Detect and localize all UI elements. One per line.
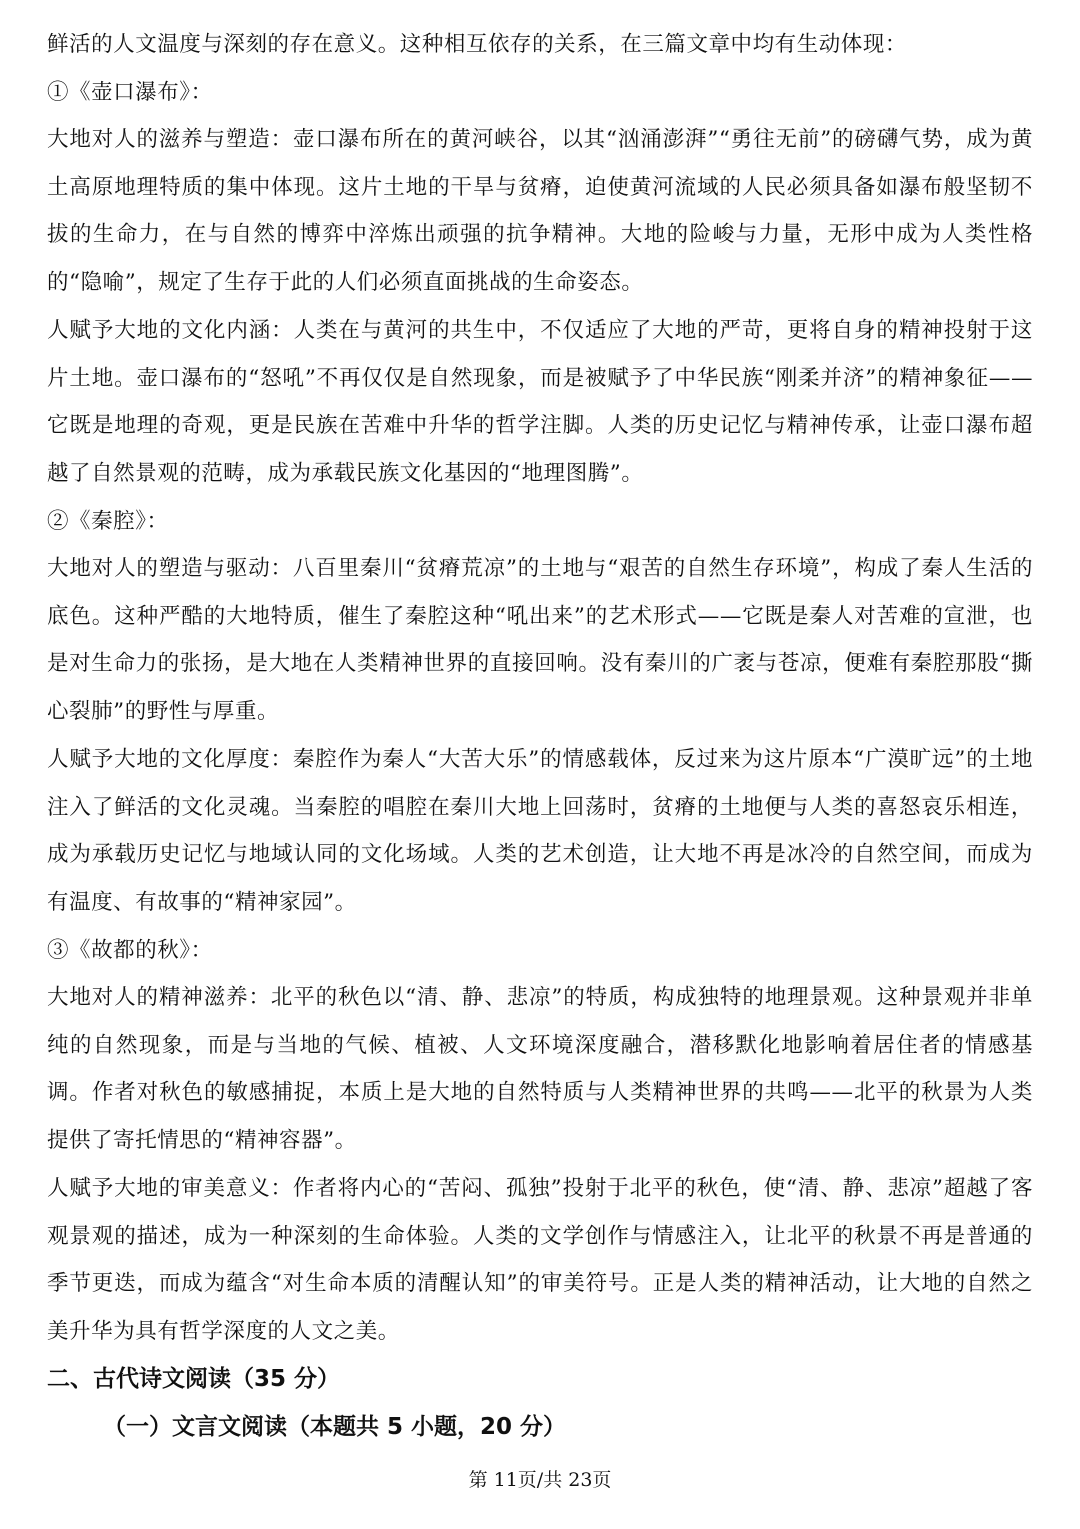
- qinqiang-paragraph-2: 人赋予大地的文化厚度：秦腔作为秦人“大苦大乐”的情感载体，反过来为这片原本“广漠旷远”的土地注入了鲜活的文化灵魂。当秦腔的唱腔在秦川大地上回荡时，贫瘠的土地便与人类的喜怒哀乐相连，成为承载历史记忆与地域认同的文化场域。人类的艺术创造，让大地不再是冰冷的自然空间，而成为有温度、有故事的“精神家园”。: [47, 747, 1033, 916]
- gudu-paragraph-1: 大地对人的精神滋养：北平的秋色以“清、静、悲凉”的特质，构成独特的地理景观。这种景观并非单纯的自然现象，而是与当地的气候、植被、人文环境深度融合，潜移默化地影响着居住者的情感基调。作者对秋色的敏感捕捉，本质上是大地的自然特质与人类精神世界的共鸣——北平的秋景为人类提供了寄托情思的“精神容器”。: [47, 985, 1033, 1154]
- subsection-heading: （一）文言文阅读（本题共 5 小题，20 分）: [103, 1414, 567, 1440]
- hukou-paragraph-1: 大地对人的滋养与塑造：壶口瀑布所在的黄河峡谷，以其“汹涌澎湃”“勇往无前”的磅礴气势，成为黄土高原地理特质的集中体现。这片土地的干旱与贫瘠，迫使黄河流域的人民必须具备如瀑布般坚韧不拔的生命力，在与自然的博弈中淬炼出顽强的抗争精神。大地的险峻与力量，无形中成为人类性格的“隐喻”，规定了生存于此的人们必须直面挑战的生命姿态。: [47, 127, 1033, 296]
- gudu-paragraph-2: 人赋予大地的审美意义：作者将内心的“苦闷、孤独”投射于北平的秋色，使“清、静、悲凉”超越了客观景观的描述，成为一种深刻的生命体验。人类的文学创作与情感注入，让北平的秋景不再是普通的季节更迭，而成为蕴含“对生命本质的清醒认知”的审美符号。正是人类的精神活动，让大地的自然之美升华为具有哲学深度的人文之美。: [47, 1176, 1033, 1345]
- item-title-gudu-qiu: ③《故都的秋》：: [47, 938, 213, 963]
- section-heading: 二、古代诗文阅读（35 分）: [47, 1366, 341, 1392]
- intro-paragraph: 鲜活的人文温度与深刻的存在意义。这种相互依存的关系，在三篇文章中均有生动体现：: [47, 32, 907, 57]
- hukou-paragraph-2: 人赋予大地的文化内涵：人类在与黄河的共生中，不仅适应了大地的严苛，更将自身的精神投射于这片土地。壶口瀑布的“怒吼”不再仅仅是自然现象，而是被赋予了中华民族“刚柔并济”的精神象征——它既是地理的奇观，更是民族在苦难中升华的哲学注脚。人类的历史记忆与精神传承，让壶口瀑布超越了自然景观的范畴，成为承载民族文化基因的“地理图腾”。: [47, 318, 1033, 487]
- item-title-hukou-waterfall: ①《壶口瀑布》：: [47, 80, 213, 105]
- page-footer: 第 11页/共 23页: [468, 1469, 612, 1491]
- item-title-qinqiang: ②《秦腔》：: [47, 509, 169, 534]
- qinqiang-paragraph-1: 大地对人的塑造与驱动：八百里秦川“贫瘠荒凉”的土地与“艰苦的自然生存环境”，构成了秦人生活的底色。这种严酷的大地特质，催生了秦腔这种“吼出来”的艺术形式——它既是秦人对苦难的宣泄，也是对生命力的张扬，是大地在人类精神世界的直接回响。没有秦川的广袤与苍凉，便难有秦腔那股“撕心裂肺”的野性与厚重。: [47, 556, 1033, 725]
